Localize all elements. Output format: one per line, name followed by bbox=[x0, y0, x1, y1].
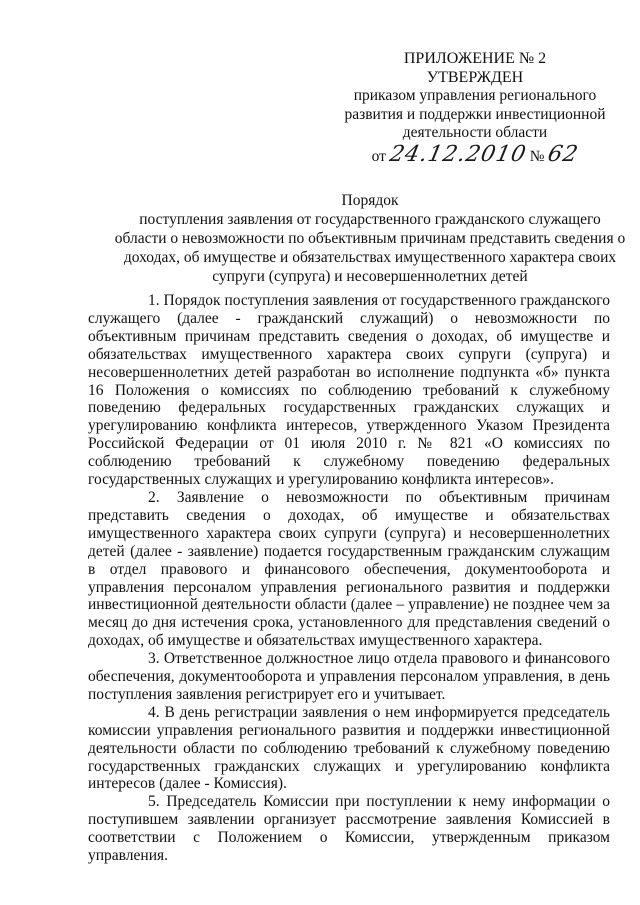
title-line: области о невозможности по объективным причинам представить сведения о bbox=[114, 230, 626, 247]
title-line: супруги (супруга) и несовершеннолетних детей bbox=[212, 268, 528, 285]
approved-label: УТВЕРЖДЕН bbox=[426, 68, 524, 86]
paragraph-3: 3. Ответственное должностное лицо отдела правового и финансового обеспечения, документооборота и управления персоналом управления, в день поступления заявления регистрирует его и учитывает. bbox=[88, 650, 610, 703]
paragraph-4: 4. В день регистрации заявления о нем информируется председатель комиссии управления регионального развития и поддержки инвестиционной деятельности области по соблюдению требований к служебному поведению государственных гражданских служащих и урегулированию конфликта интересов (далее - Комиссия). bbox=[88, 703, 610, 793]
document-body bbox=[88, 292, 610, 865]
number-prefix: № bbox=[529, 147, 545, 165]
order-line: деятельности области bbox=[402, 124, 548, 141]
paragraph-1: 1. Порядок поступления заявления от государственного гражданского служащего (далее - гражданский служащий) о невозможности по объективным причинам представить сведения о доходах, об имуществе и обязательствах имущественного характера своих супруги (супруга) и несовершеннолетних детей разработан во исполнение подпункта «б» пункта 16 Положения о комиссиях по соблюдению требований к служебному поведению федеральных государственных гражданских служащих и урегулированию конфликта интересов, утвержденного Указом Президента Российской Федерации от 01 июля 2010 г. № 821 «О комиссиях по соблюдению требований к служебному поведению федеральных государственных служащих и урегулированию конфликта интересов». bbox=[88, 292, 610, 489]
title-line: поступления заявления от государственного гражданского служащего bbox=[139, 211, 601, 228]
approval-stamp bbox=[330, 50, 620, 166]
order-line: развития и поддержки инвестиционной bbox=[344, 105, 606, 123]
handwritten-number: 62 bbox=[545, 141, 582, 167]
paragraph-5: 5. Председатель Комиссии при поступлении к нему информации о поступившем заявлении организует рассмотрение заявления Комиссией в соответствии с Положением о Комиссии, утвержденным приказом управления. bbox=[88, 793, 610, 865]
appendix-label: ПРИЛОЖЕНИЕ № 2 bbox=[403, 50, 547, 67]
title-heading: Порядок bbox=[341, 192, 399, 209]
document-title bbox=[110, 191, 630, 286]
order-date-number bbox=[330, 141, 620, 167]
order-line: приказом управления регионального bbox=[353, 87, 597, 104]
paragraph-2: 2. Заявление о невозможности по объективным причинам представить сведения о доходах, об имуществе и обязательствах имущественного характера своих супруги (супруга) и несовершеннолетних детей (далее - заявление) подается государственным гражданским служащим в отдел правового и финансового обеспечения, документооборота и управления персоналом управления регионального развития и поддержки инвестиционной деятельности области (далее – управление) не позднее чем за месяц до дня истечения срока, установленного для представления сведений о доходах, об имуществе и обязательствах имущественного характера. bbox=[88, 488, 610, 650]
date-prefix: от bbox=[371, 147, 386, 165]
handwritten-date: 24.12.2010 bbox=[387, 141, 529, 167]
title-line: доходах, об имуществе и обязательствах имущественного характера своих bbox=[123, 249, 617, 266]
